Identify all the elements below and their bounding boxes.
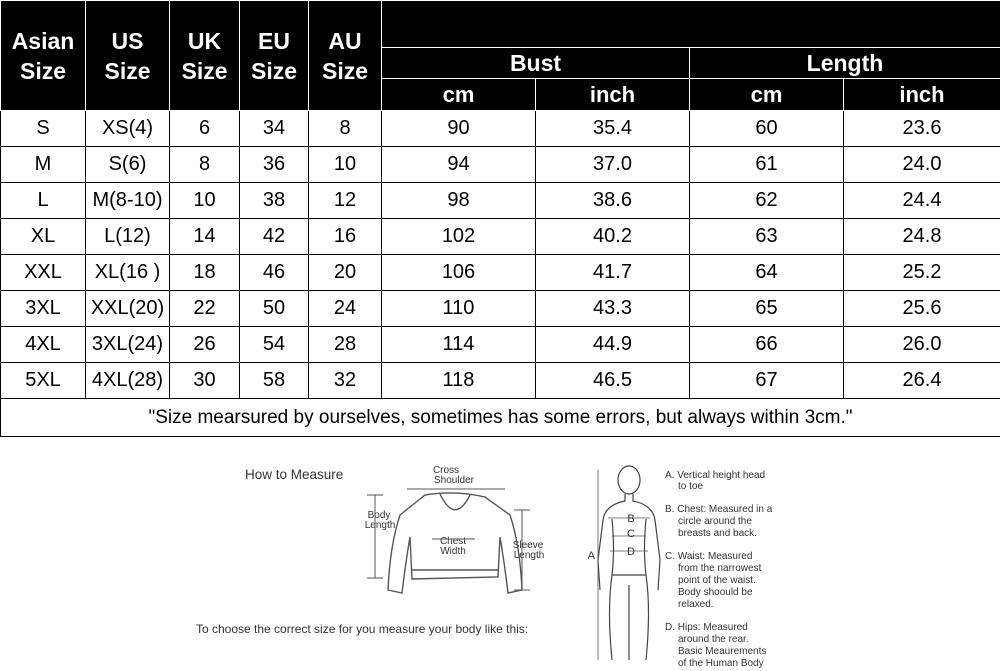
cell: 62 <box>690 183 844 219</box>
cell: 18 <box>170 255 240 291</box>
cross-shoulder-label-2: Shoulder <box>433 475 475 486</box>
header-length: Length <box>690 48 1000 79</box>
body-length-label-1: Body <box>367 510 391 521</box>
cell: 28 <box>309 327 382 363</box>
figure-letter-d: D <box>627 546 635 558</box>
table-row <box>1 363 1000 399</box>
figure-letter-b: B <box>627 513 635 525</box>
sleeve-length-label-2: Length <box>513 550 545 561</box>
cell: 44.9 <box>536 327 690 363</box>
cell: 24.8 <box>844 219 1000 255</box>
cell: 66 <box>690 327 844 363</box>
cell: 36 <box>240 147 309 183</box>
cell: 5XL <box>1 363 86 399</box>
cell: 10 <box>309 147 382 183</box>
cell: 118 <box>382 363 536 399</box>
cell: 12 <box>309 183 382 219</box>
header-length-inch: inch <box>844 79 1000 111</box>
cell: XL <box>1 219 86 255</box>
cell: 34 <box>240 111 309 147</box>
cell: 3XL <box>1 291 86 327</box>
cell: 110 <box>382 291 536 327</box>
cell: 38 <box>240 183 309 219</box>
cell: 38.6 <box>536 183 690 219</box>
cell: 106 <box>382 255 536 291</box>
cell: 54 <box>240 327 309 363</box>
cell: 94 <box>382 147 536 183</box>
legend-d-line-1: D. Hips: Measured <box>665 622 748 633</box>
header-au-size: AU Size <box>309 1 382 111</box>
cell: XL(16 ) <box>86 255 170 291</box>
cell: 8 <box>309 111 382 147</box>
table-row <box>1 219 1000 255</box>
cell: 60 <box>690 111 844 147</box>
measurement-note: "Size mearsured by ourselves, sometimes has some errors, but always within 3cm." <box>1 399 1000 437</box>
cell: 102 <box>382 219 536 255</box>
header-us-size: US Size <box>86 1 170 111</box>
table-row <box>1 327 1000 363</box>
note-row <box>1 399 1000 437</box>
cell: 25.2 <box>844 255 1000 291</box>
cell: M <box>1 147 86 183</box>
cell: 22 <box>170 291 240 327</box>
cell: 40.2 <box>536 219 690 255</box>
cell: 114 <box>382 327 536 363</box>
cell: 46 <box>240 255 309 291</box>
header-asian-size: Asian Size <box>1 1 86 111</box>
header-length-cm: cm <box>690 79 844 111</box>
header-bust-cm: cm <box>382 79 536 111</box>
chest-width-label-2: Width <box>440 546 466 557</box>
cell: 63 <box>690 219 844 255</box>
cell: 10 <box>170 183 240 219</box>
cell: 65 <box>690 291 844 327</box>
cell: 50 <box>240 291 309 327</box>
cell: S(6) <box>86 147 170 183</box>
table-row <box>1 147 1000 183</box>
cell: XS(4) <box>86 111 170 147</box>
cell: 26.4 <box>844 363 1000 399</box>
cell: M(8-10) <box>86 183 170 219</box>
legend-a-line-1: A. Vertical height head <box>665 470 766 481</box>
cell: 98 <box>382 183 536 219</box>
cell: 14 <box>170 219 240 255</box>
cell: 41.7 <box>536 255 690 291</box>
legend-b-line-2: circle around the <box>678 516 752 527</box>
legend-c-line-5: relaxed. <box>678 599 714 610</box>
how-to-measure-title: How to Measure <box>245 467 344 482</box>
cell: 30 <box>170 363 240 399</box>
cell: 42 <box>240 219 309 255</box>
legend-c-line-3: point of the waist. <box>678 575 756 586</box>
legend-c-line-2: from the narrowest <box>678 563 762 574</box>
cell: 4XL(28) <box>86 363 170 399</box>
size-rows <box>1 111 1000 437</box>
cell: 37.0 <box>536 147 690 183</box>
chest-width-label-1: Chest <box>439 536 467 547</box>
cell: 46.5 <box>536 363 690 399</box>
table-row <box>1 183 1000 219</box>
header-eu-size: EU Size <box>240 1 309 111</box>
cell: 20 <box>309 255 382 291</box>
legend-a-line-2: to toe <box>678 481 704 492</box>
measure-legend <box>665 470 773 669</box>
cell: 26.0 <box>844 327 1000 363</box>
cell: 4XL <box>1 327 86 363</box>
sleeve-length-label-1: Sleeve <box>512 540 544 551</box>
cell: 23.6 <box>844 111 1000 147</box>
cell: 43.3 <box>536 291 690 327</box>
legend-d-line-4: of the Human Body <box>678 658 764 669</box>
cell: 25.6 <box>844 291 1000 327</box>
cell: XXL(20) <box>86 291 170 327</box>
cell: XXL <box>1 255 86 291</box>
cell: 24.0 <box>844 147 1000 183</box>
cell: 67 <box>690 363 844 399</box>
header-bust: Bust <box>382 48 690 79</box>
cell: L <box>1 183 86 219</box>
cell: 58 <box>240 363 309 399</box>
how-to-measure-diagram <box>0 445 1000 671</box>
cell: 32 <box>309 363 382 399</box>
header-top-band <box>382 1 1000 48</box>
cell: 26 <box>170 327 240 363</box>
cell: L(12) <box>86 219 170 255</box>
cell: 24.4 <box>844 183 1000 219</box>
body-figure-icon <box>598 466 660 660</box>
legend-d-line-3: Basic Meaurements <box>678 646 767 657</box>
measure-instruction: To choose the correct size for you measure your body like this: <box>196 622 529 636</box>
legend-c-line-1: C. Waist: Measured <box>665 551 753 562</box>
table-row <box>1 111 1000 147</box>
legend-c-line-4: Body shoould be <box>678 587 753 598</box>
cell: S <box>1 111 86 147</box>
header-uk-size: UK Size <box>170 1 240 111</box>
cell: 35.4 <box>536 111 690 147</box>
cell: 64 <box>690 255 844 291</box>
header-bust-inch: inch <box>536 79 690 111</box>
body-guide-lines <box>598 470 650 660</box>
legend-b-line-1: B. Chest: Measured in a <box>665 504 773 515</box>
figure-letter-c: C <box>627 528 635 540</box>
cross-shoulder-label-1: Cross <box>432 465 460 476</box>
table-row <box>1 255 1000 291</box>
cell: 8 <box>170 147 240 183</box>
legend-b-line-3: breasts and back. <box>678 528 757 539</box>
figure-letter-a: A <box>587 550 595 562</box>
cell: 90 <box>382 111 536 147</box>
cell: 6 <box>170 111 240 147</box>
cell: 3XL(24) <box>86 327 170 363</box>
table-row <box>1 291 1000 327</box>
cell: 61 <box>690 147 844 183</box>
cell: 16 <box>309 219 382 255</box>
body-length-label-2: Length <box>364 520 396 531</box>
legend-d-line-2: around the rear. <box>678 634 749 645</box>
cell: 24 <box>309 291 382 327</box>
